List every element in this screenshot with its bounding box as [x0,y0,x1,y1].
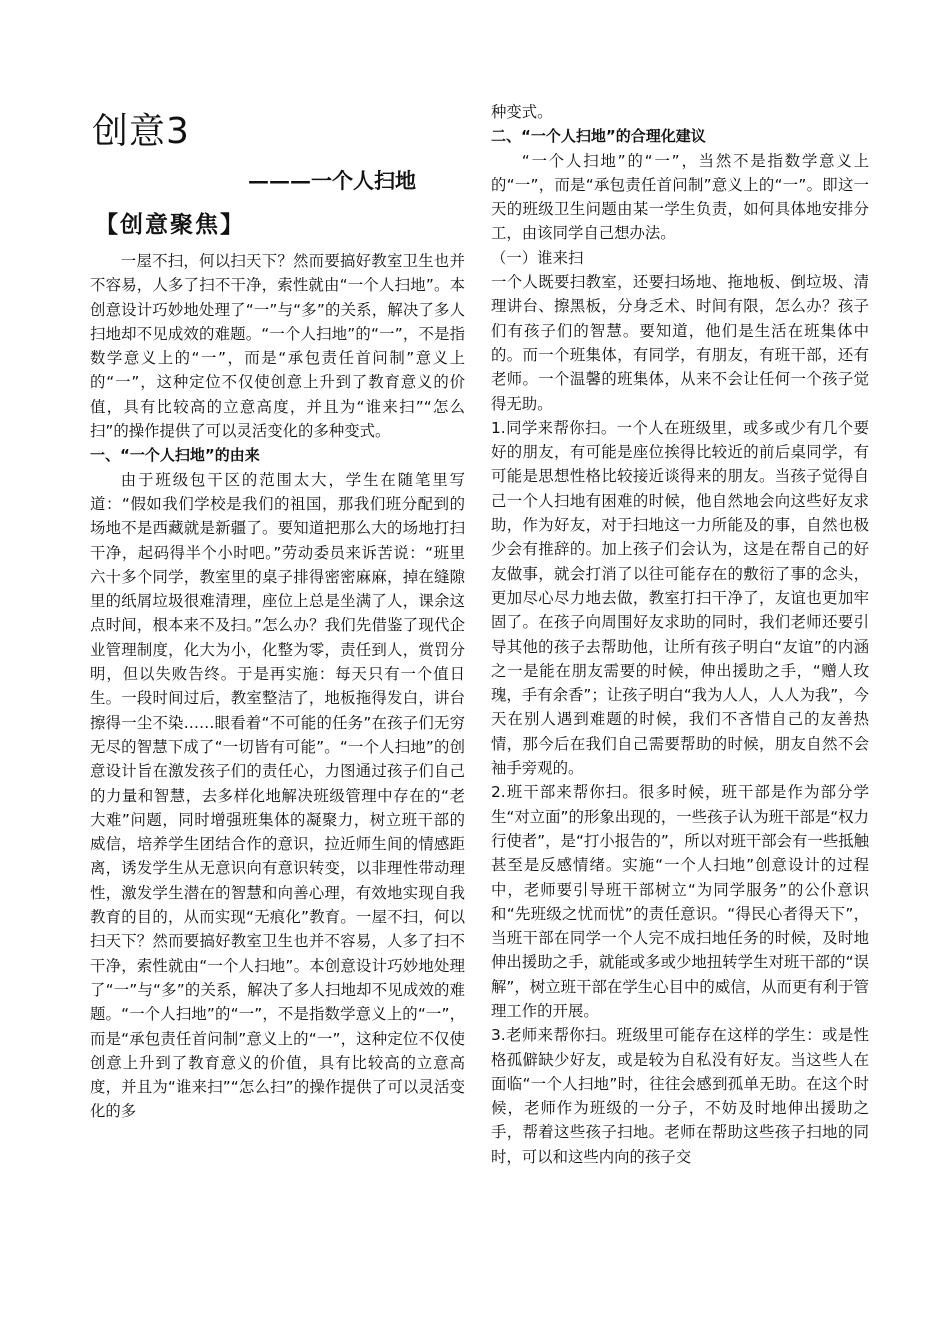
continued-text: 种变式。 [491,103,553,121]
section-label: 【创意聚焦】 [95,211,245,238]
list-item-teacher: 3.老师来帮你扫。班级里可能存在这样的学生：或是性格孤僻缺少好友，或是较为自私没有好友。当这些人在面临“一个人扫地”时，往往会感到孤单无助。在这个时候，老师作为班级的一分子，不妨及时地伸出援助之手，帮着这些孩子扫地。老师在帮助这些孩子扫地的同时，可以和这些内向的孩子交 [491,1026,869,1166]
heading-origin: 一、“一个人扫地”的由来 [90,446,260,465]
subheading-who-sweeps: （一）谁来扫 [491,248,584,267]
left-column [90,249,465,1124]
origin-paragraph: 由于班级包干区的范围太大，学生在随笔里写道：“假如我们学校是我们的祖国，那我们班分配到的场地不是西藏就是新疆了。要知道把那么大的场地打扫干净，起码得半个小时吧。”劳动委员来诉苦说：“班里六十多个同学，教室里的桌子排得密密麻麻，掉在缝隙里的纸屑垃圾很难清理，座位上总是坐满了人，课余这点时间，根本来不及扫。”怎么办？我们先借鉴了现代企业管理制度，化大为小，化整为零，责任到人，赏罚分明，但以失败告终。于是再实施：每天只有一个值日生。一段时间过后，教室整洁了，地板拖得发白，讲台擦得一尘不染……眼看着“不可能的任务”在孩子们无穷无尽的智慧下成了“一切皆有可能”。“一个人扫地”的创意设计旨在激发孩子们的责任心，力图通过孩子们自己的力量和智慧，去多样化地解决班级管理中存在的“老大难”问题，同时增强班集体的凝聚力，树立班干部的威信，培养学生团结合作的意识，拉近师生间的情感距离，诱发学生从无意识向有意识转变，以非理性带动理性，激发学生潜在的智慧和向善心理，有效地实现自我教育的目的，从而实现“无痕化”教育。一屋不扫，何以扫天下？然而要搞好教室卫生也并不容易，人多了扫不干净，索性就由“一个人扫地”。本创意设计巧妙地处理了“一”与“多”的关系，解决了多人扫地却不见成效的难题。“一个人扫地”的“一”，不是指数学意义上的“一”，而是“承包责任首问制”意义上的“一”，这种定位不仅使创意上升到了教育意义的价值，具有比较高的立意高度，并且为“谁来扫”“怎么扫”的操作提供了可以灵活变化的多 [90,470,465,1121]
intro-paragraph: 一屋不扫，何以扫天下？然而要搞好教室卫生也并不容易，人多了扫不干净，索性就由“一个人扫地”。本创意设计巧妙地处理了“一”与“多”的关系，解决了多人扫地却不见成效的难题。“一个人扫地”的“一”，不是指数学意义上的“一”，而是“承包责任首问制”意义上的“一”，这种定位不仅使创意上升到了教育意义的价值，具有比较高的立意高度，并且为“谁来扫”“怎么扫”的操作提供了可以灵活变化的多种变式。 [90,252,465,441]
document-title: 创意3 [92,111,190,152]
list-item-classmates: 1.同学来帮你扫。一个人在班级里，或多或少有几个要好的朋友，有可能是座位挨得比较近的前后桌同学，有可能是思想性格比较接近谈得来的朋友。当孩子觉得自己一个人扫地有困难的时候，他自然地会向这些好友求助，作为好友，对于扫地这一力所能及的事，自然也极少会有推辞的。加上孩子们会认为，这是在帮自己的好友做事，就会打消了以往可能存在的敷衍了事的念头，更加尽心尽力地去做，教室打扫干净了，友谊也更加牢固了。在孩子向周围好友求助的同时，我们老师还要引导其他的孩子去帮助他，让所有孩子明白“友谊”的内涵之一是能在朋友需要的时候，伸出援助之手，“赠人玫瑰，手有余香”；让孩子明白“我为人人，人人为我”，今天在别人遇到难题的时候，我们不吝惜自己的友善热情，那今后在我们自己需要帮助的时候，朋友自然不会袖手旁观的。 [491,418,869,778]
who-sweeps-paragraph: 一个人既要扫教室，还要扫场地、拖地板、倒垃圾、清理讲台、擦黑板，分身乏术、时间有限，怎么办？孩子们有孩子们的智慧。要知道，他们是生活在班集体中的。而一个班集体，有同学，有朋友，有班干部，还有老师。一个温馨的班集体，从来不会让任何一个孩子觉得无助。 [491,273,869,413]
document-subtitle: ———一个人扫地 [248,168,416,193]
right-column [491,100,869,1169]
list-item-class-leaders: 2.班干部来帮你扫。很多时候，班干部是作为部分学生“对立面”的形象出现的，一些孩子认为班干部是“权力行使者”，是“打小报告的”，所以对班干部会有一些抵触甚至是反感情绪。实施“一个人扫地”创意设计的过程中，老师要引导班干部树立“为同学服务”的公仆意识和“先班级之忧而忧”的责任意识。“得民心者得天下”，当班干部在同学一个人完不成扫地任务的时候，及时地伸出援助之手，就能或多或少地扭转学生对班干部的“误解”，树立班干部在学生心目中的威信，从而更有利于管理工作的开展。 [491,783,869,1020]
suggestions-paragraph: “一个人扫地”的“一”，当然不是指数学意义上的“一”，而是“承包责任首问制”意义上的“一”。即这一天的班级卫生问题由某一学生负责，如何具体地安排分工，由该同学自己想办法。 [491,151,869,243]
heading-suggestions: 二、“一个人扫地”的合理化建议 [491,127,706,146]
